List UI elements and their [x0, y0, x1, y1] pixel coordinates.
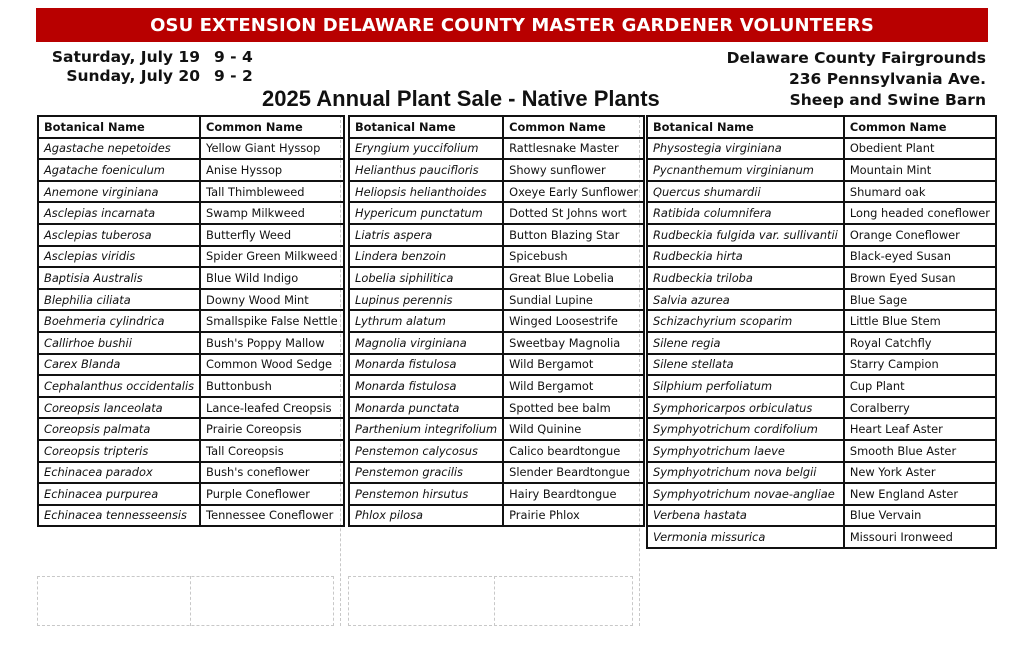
table-row: [349, 159, 644, 181]
table-row: [349, 505, 644, 527]
botanical-name-cell: Blephilia ciliata: [38, 289, 200, 311]
botanical-name-cell: Lythrum alatum: [349, 310, 503, 332]
table-row: [349, 246, 644, 268]
common-name-cell: New York Aster: [844, 462, 996, 484]
common-name-cell: Purple Coneflower: [200, 483, 344, 505]
botanical-name-cell: Heliopsis helianthoides: [349, 181, 503, 203]
common-name-cell: Hairy Beardtongue: [503, 483, 644, 505]
common-name-cell: Sweetbay Magnolia: [503, 332, 644, 354]
table-row: [647, 440, 996, 462]
botanical-name-cell: Penstemon gracilis: [349, 462, 503, 484]
table-row: [38, 483, 344, 505]
table-row: [647, 310, 996, 332]
botanical-name-cell: Symphyotrichum nova belgii: [647, 462, 844, 484]
common-name-cell: Prairie Coreopsis: [200, 418, 344, 440]
table-row: [349, 138, 644, 160]
table-row: [349, 354, 644, 376]
botanical-name-cell: Rudbeckia hirta: [647, 246, 844, 268]
common-name-cell: Tennessee Coneflower: [200, 505, 344, 527]
botanical-name-cell: Symphoricarpos orbiculatus: [647, 397, 844, 419]
common-name-cell: Great Blue Lobelia: [503, 267, 644, 289]
botanical-name-cell: Coreopsis palmata: [38, 418, 200, 440]
table-row: [349, 440, 644, 462]
botanical-name-cell: Helianthus paucifloris: [349, 159, 503, 181]
table-row: [647, 138, 996, 160]
table-row: [647, 181, 996, 203]
common-name-cell: Sundial Lupine: [503, 289, 644, 311]
table-header-row: [647, 116, 996, 138]
common-name-cell: Obedient Plant: [844, 138, 996, 160]
common-name-cell: Bush's Poppy Mallow: [200, 332, 344, 354]
botanical-name-cell: Agastache nepetoides: [38, 138, 200, 160]
table-row: [647, 375, 996, 397]
common-name-cell: Lance-leafed Creopsis: [200, 397, 344, 419]
common-name-cell: Oxeye Early Sunflower: [503, 181, 644, 203]
table-row: [38, 310, 344, 332]
botanical-name-cell: Cephalanthus occidentalis: [38, 375, 200, 397]
banner-text: OSU EXTENSION DELAWARE COUNTY MASTER GARDENER VOLUNTEERS: [150, 14, 874, 36]
common-name-cell: Blue Vervain: [844, 505, 996, 527]
common-name-cell: Blue Sage: [844, 289, 996, 311]
common-name-cell: Heart Leaf Aster: [844, 418, 996, 440]
table-row: [38, 462, 344, 484]
layout-guide: [494, 576, 495, 626]
table-header-row: [349, 116, 644, 138]
common-name-cell: Yellow Giant Hyssop: [200, 138, 344, 160]
common-name-cell: Royal Catchfly: [844, 332, 996, 354]
botanical-name-cell: Symphyotrichum cordifolium: [647, 418, 844, 440]
header-common: Common Name: [503, 116, 644, 138]
common-name-cell: Showy sunflower: [503, 159, 644, 181]
date-day: Sunday, July 20: [66, 67, 200, 85]
common-name-cell: Wild Quinine: [503, 418, 644, 440]
botanical-name-cell: Vermonia missurica: [647, 526, 844, 548]
date-row: [40, 67, 253, 86]
common-name-cell: Winged Loosestrife: [503, 310, 644, 332]
table-row: [38, 202, 344, 224]
organization-banner: [36, 8, 988, 42]
table-row: [349, 375, 644, 397]
table-row: [647, 397, 996, 419]
botanical-name-cell: Asclepias incarnata: [38, 202, 200, 224]
common-name-cell: Spotted bee balm: [503, 397, 644, 419]
botanical-name-cell: Liatris aspera: [349, 224, 503, 246]
botanical-name-cell: Symphyotrichum novae-angliae: [647, 483, 844, 505]
table-row: [38, 418, 344, 440]
common-name-cell: Mountain Mint: [844, 159, 996, 181]
table-row: [647, 289, 996, 311]
table-row: [647, 505, 996, 527]
common-name-cell: Swamp Milkweed: [200, 202, 344, 224]
table-row: [38, 159, 344, 181]
botanical-name-cell: Agatache foeniculum: [38, 159, 200, 181]
common-name-cell: Prairie Phlox: [503, 505, 644, 527]
date-row: [40, 48, 253, 67]
botanical-name-cell: Lobelia siphilitica: [349, 267, 503, 289]
botanical-name-cell: Silene regia: [647, 332, 844, 354]
common-name-cell: Dotted St Johns wort: [503, 202, 644, 224]
botanical-name-cell: Monarda fistulosa: [349, 354, 503, 376]
sale-dates: [40, 48, 253, 86]
botanical-name-cell: Verbena hastata: [647, 505, 844, 527]
botanical-name-cell: Schizachyrium scoparim: [647, 310, 844, 332]
common-name-cell: Shumard oak: [844, 181, 996, 203]
location-line: Delaware County Fairgrounds: [726, 49, 986, 67]
table-row: [647, 224, 996, 246]
botanical-name-cell: Asclepias viridis: [38, 246, 200, 268]
common-name-cell: Calico beardtongue: [503, 440, 644, 462]
common-name-cell: Spider Green Milkweed: [200, 246, 344, 268]
botanical-name-cell: Boehmeria cylindrica: [38, 310, 200, 332]
table-row: [38, 246, 344, 268]
table-row: [38, 181, 344, 203]
table-row: [647, 526, 996, 548]
plant-table-3: [646, 115, 997, 549]
common-name-cell: Buttonbush: [200, 375, 344, 397]
common-name-cell: Button Blazing Star: [503, 224, 644, 246]
botanical-name-cell: Baptisia Australis: [38, 267, 200, 289]
common-name-cell: Cup Plant: [844, 375, 996, 397]
common-name-cell: New England Aster: [844, 483, 996, 505]
table-row: [38, 354, 344, 376]
botanical-name-cell: Magnolia virginiana: [349, 332, 503, 354]
location-line: Sheep and Swine Barn: [789, 91, 986, 109]
common-name-cell: Tall Thimbleweed: [200, 181, 344, 203]
table-row: [647, 246, 996, 268]
botanical-name-cell: Physostegia virginiana: [647, 138, 844, 160]
sale-location: [727, 48, 986, 111]
table-row: [647, 483, 996, 505]
botanical-name-cell: Hypericum punctatum: [349, 202, 503, 224]
table-row: [647, 418, 996, 440]
botanical-name-cell: Echinacea purpurea: [38, 483, 200, 505]
table-row: [38, 138, 344, 160]
location-line: 236 Pennsylvania Ave.: [788, 70, 986, 88]
layout-guide: [190, 576, 191, 626]
botanical-name-cell: Monarda fistulosa: [349, 375, 503, 397]
date-day: Saturday, July 19: [51, 48, 200, 66]
common-name-cell: Black-eyed Susan: [844, 246, 996, 268]
header-common: Common Name: [844, 116, 996, 138]
table-row: [349, 202, 644, 224]
table-row: [349, 462, 644, 484]
botanical-name-cell: Rudbeckia triloba: [647, 267, 844, 289]
botanical-name-cell: Quercus shumardii: [647, 181, 844, 203]
common-name-cell: Common Wood Sedge: [200, 354, 344, 376]
date-time: 9 - 2: [214, 67, 253, 85]
common-name-cell: Tall Coreopsis: [200, 440, 344, 462]
table-row: [647, 202, 996, 224]
layout-guide: [348, 576, 633, 626]
botanical-name-cell: Symphyotrichum laeve: [647, 440, 844, 462]
table-row: [349, 267, 644, 289]
botanical-name-cell: Coreopsis tripteris: [38, 440, 200, 462]
table-row: [38, 267, 344, 289]
common-name-cell: Starry Campion: [844, 354, 996, 376]
common-name-cell: Butterfly Weed: [200, 224, 344, 246]
table-row: [38, 332, 344, 354]
botanical-name-cell: Monarda punctata: [349, 397, 503, 419]
table-row: [349, 418, 644, 440]
botanical-name-cell: Asclepias tuberosa: [38, 224, 200, 246]
common-name-cell: Little Blue Stem: [844, 310, 996, 332]
table-row: [647, 462, 996, 484]
common-name-cell: Coralberry: [844, 397, 996, 419]
common-name-cell: Blue Wild Indigo: [200, 267, 344, 289]
table-header-row: [38, 116, 344, 138]
botanical-name-cell: Rudbeckia fulgida var. sullivantii: [647, 224, 844, 246]
botanical-name-cell: Pycnanthemum virginianum: [647, 159, 844, 181]
table-row: [349, 310, 644, 332]
common-name-cell: Bush's coneflower: [200, 462, 344, 484]
common-name-cell: Rattlesnake Master: [503, 138, 644, 160]
header-botanical: Botanical Name: [38, 116, 200, 138]
layout-guide: [37, 576, 334, 626]
common-name-cell: Slender Beardtongue: [503, 462, 644, 484]
table-row: [38, 397, 344, 419]
table-row: [349, 483, 644, 505]
botanical-name-cell: Ratibida columnifera: [647, 202, 844, 224]
common-name-cell: Wild Bergamot: [503, 375, 644, 397]
botanical-name-cell: Callirhoe bushii: [38, 332, 200, 354]
common-name-cell: Orange Coneflower: [844, 224, 996, 246]
header-botanical: Botanical Name: [349, 116, 503, 138]
plant-table-1: [37, 115, 345, 527]
plant-table-2: [348, 115, 645, 527]
botanical-name-cell: Silene stellata: [647, 354, 844, 376]
common-name-cell: Spicebush: [503, 246, 644, 268]
common-name-cell: Long headed coneflower: [844, 202, 996, 224]
table-row: [38, 440, 344, 462]
table-row: [349, 332, 644, 354]
botanical-name-cell: Penstemon hirsutus: [349, 483, 503, 505]
common-name-cell: Smooth Blue Aster: [844, 440, 996, 462]
botanical-name-cell: Coreopsis lanceolata: [38, 397, 200, 419]
common-name-cell: Downy Wood Mint: [200, 289, 344, 311]
botanical-name-cell: Lupinus perennis: [349, 289, 503, 311]
table-row: [38, 375, 344, 397]
botanical-name-cell: Echinacea paradox: [38, 462, 200, 484]
table-row: [349, 181, 644, 203]
header-botanical: Botanical Name: [647, 116, 844, 138]
botanical-name-cell: Eryngium yuccifolium: [349, 138, 503, 160]
botanical-name-cell: Anemone virginiana: [38, 181, 200, 203]
botanical-name-cell: Silphium perfoliatum: [647, 375, 844, 397]
table-row: [647, 159, 996, 181]
table-row: [349, 224, 644, 246]
botanical-name-cell: Echinacea tennesseensis: [38, 505, 200, 527]
page-title: 2025 Annual Plant Sale - Native Plants: [262, 86, 660, 111]
table-row: [647, 354, 996, 376]
table-row: [349, 397, 644, 419]
common-name-cell: Wild Bergamot: [503, 354, 644, 376]
botanical-name-cell: Salvia azurea: [647, 289, 844, 311]
table-row: [38, 224, 344, 246]
common-name-cell: Brown Eyed Susan: [844, 267, 996, 289]
table-row: [38, 289, 344, 311]
botanical-name-cell: Phlox pilosa: [349, 505, 503, 527]
botanical-name-cell: Penstemon calycosus: [349, 440, 503, 462]
botanical-name-cell: Carex Blanda: [38, 354, 200, 376]
table-row: [647, 332, 996, 354]
table-row: [38, 505, 344, 527]
common-name-cell: Smallspike False Nettle: [200, 310, 344, 332]
table-row: [349, 289, 644, 311]
common-name-cell: Missouri Ironweed: [844, 526, 996, 548]
common-name-cell: Anise Hyssop: [200, 159, 344, 181]
header-common: Common Name: [200, 116, 344, 138]
date-time: 9 - 4: [214, 48, 253, 66]
botanical-name-cell: Parthenium integrifolium: [349, 418, 503, 440]
table-row: [647, 267, 996, 289]
botanical-name-cell: Lindera benzoin: [349, 246, 503, 268]
